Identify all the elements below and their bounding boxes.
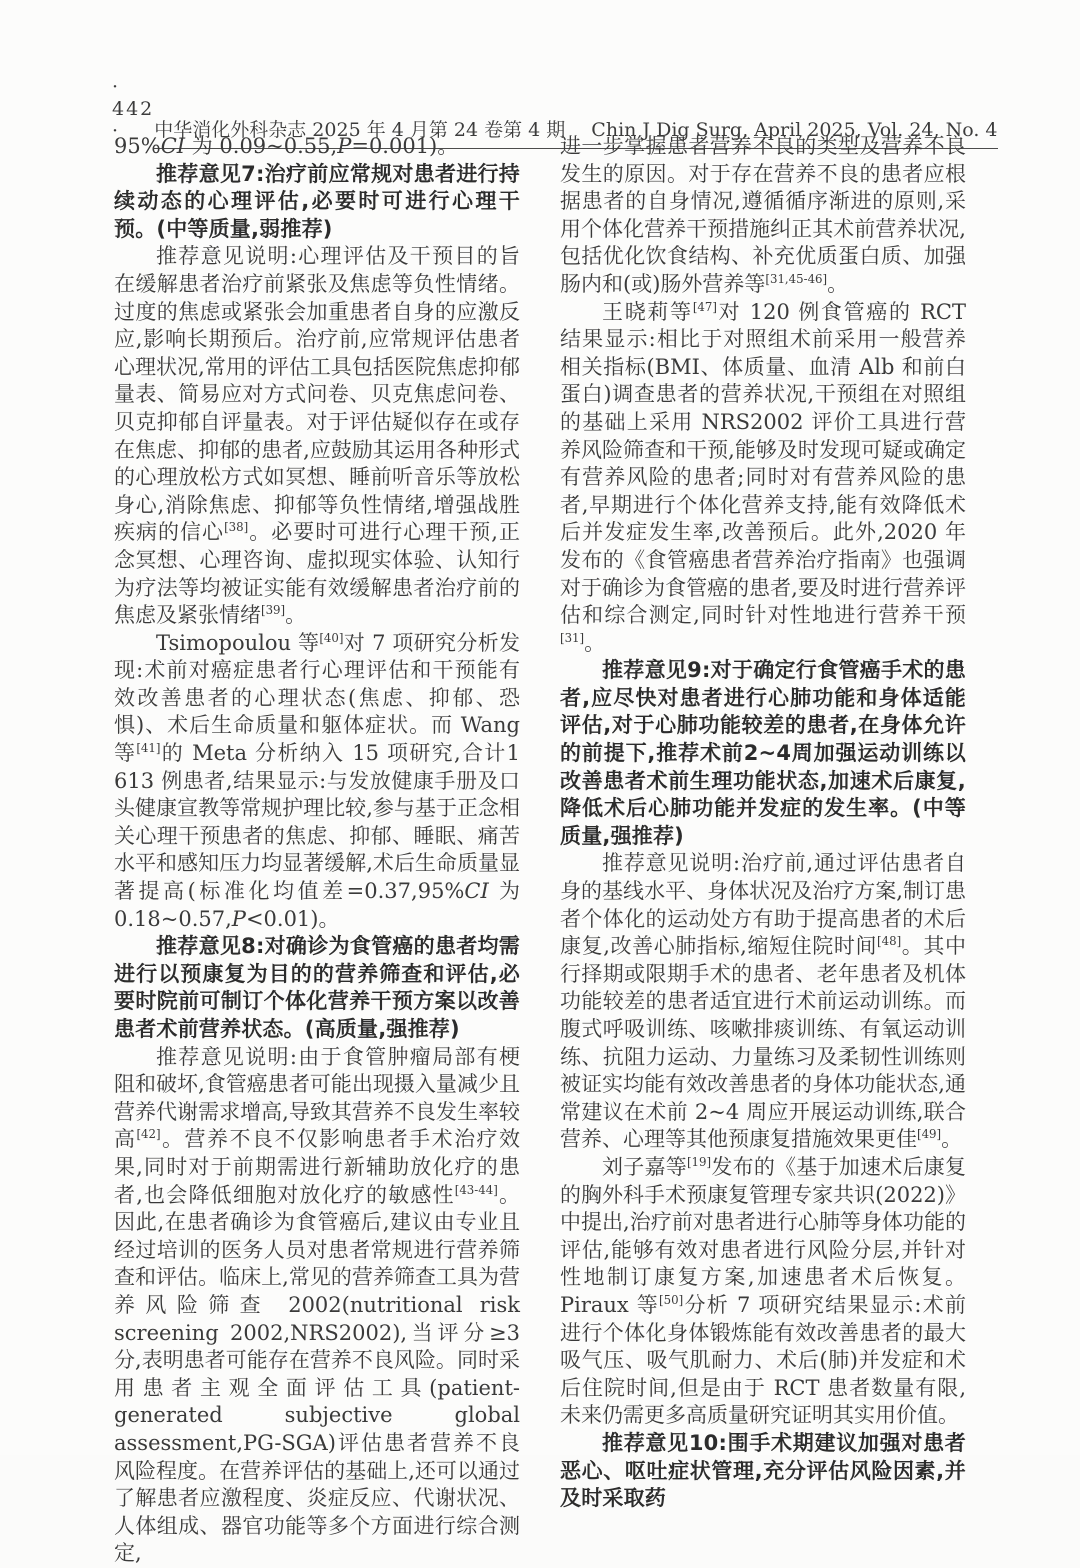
paragraph: Tsimopoulou 等[40]对 7 项研究分析发现:术前对癌症患者行心理评估和干预能有效改善患者的心理状态(焦虑、抑郁、恐惧)、术后生命质量和躯体症状。而 Wang 等[41]的 Meta 分析纳入 15 项研究,合计1 613 例患者,结果显示:与发放健康手册及口头健康宣教等常规护理比较,参与基于正念相关心理干预患者的焦虑、抑郁、睡眠、痛苦水平和感知压力均显著缓解,术后生命质量显著提高(标准化均值差=0.37,95%CI 为 0.18~0.57,P<0.01)。 [114, 630, 520, 931]
italic-statistic-symbol: CI [464, 879, 489, 904]
italic-statistic-symbol: CI [160, 134, 186, 158]
paragraph: 刘子嘉等[19]发布的《基于加速术后康复的胸外科手术预康复管理专家共识(2022)》中提出,治疗前对患者进行心肺等身体功能的评估,能够有效对患者进行风险分层,并针对性地制订康复方案,加速患者术后恢复。Piraux 等[50]分析 7 项研究结果显示:术前进行个体化身体锻炼能有效改善患者的最大吸气压、吸气肌耐力、术后(肺)并发症和术后住院时间,但是由于 RCT 患者数量有限,未来仍需更多高质量研究证明其实用价值。 [560, 1154, 966, 1428]
reference-citation-superscript: [48] [877, 934, 902, 949]
reference-citation-superscript: [40] [319, 630, 344, 645]
recommendation-heading: 推荐意见10:围手术期建议加强对患者恶心、呕吐症状管理,充分评估风险因素,并及时采取药 [560, 1430, 966, 1511]
italic-statistic-symbol: P [231, 906, 246, 931]
reference-citation-superscript: [38] [224, 520, 249, 535]
journal-title-cn: 中华消化外科杂志 2025 年 4 月第 24 卷第 4 期 [154, 119, 566, 141]
paragraph: 推荐意见说明:治疗前,通过评估患者自身的基线水平、身体状况及治疗方案,制订患者个体化的运动处方有助于提高患者的术后康复,改善心肺指标,缩短住院时间[48]。其中行择期或限期手术的患者、老年患者及机体功能较差的患者适宜进行术前运动训练。而腹式呼吸训练、咳嗽排痰训练、有氧运动训练、抗阻力运动、力量练习及柔韧性训练则被证实均能有效改善患者的身体功能状态,通常建议在术前 2~4 周应开展运动训练,联合营养、心理等其他预康复措施效果更佳[49]。 [560, 851, 966, 1152]
journal-title-en: Chin J Dig Surg, April 2025, Vol. 24, No. 4 [591, 119, 998, 141]
reference-citation-superscript: [50] [659, 1292, 684, 1307]
recommendation-heading: 推荐意见8:对确诊为食管癌的患者均需进行以预康复为目的的营养筛查和评估,必要时院前可制订个体化营养干预方案以改善患者术前营养状态。(高质量,强推荐) [114, 934, 520, 1041]
paragraph: 推荐意见说明:心理评估及干预目的旨在缓解患者治疗前紧张及焦虑等负性情绪。过度的焦虑或紧张会加重患者自身的应激反应,影响长期预后。治疗前,应常规评估患者心理状况,常用的评估工具包括医院焦虑抑郁量表、简易应对方式问卷、贝克焦虑问卷、贝克抑郁自评量表。对于评估疑似存在或存在焦虑、抑郁的患者,应鼓励其运用各种形式的心理放松方式如冥想、睡前听音乐等放松身心,消除焦虑、抑郁等负性情绪,增强战胜疾病的信心[38]。必要时可进行心理干预,正念冥想、心理咨询、虚拟现实体验、认知行为疗法等均被证实能有效缓解患者治疗前的焦虑及紧张情绪[39]。 [114, 244, 520, 628]
reference-citation-superscript: [31,45-46] [765, 271, 828, 286]
reference-citation-superscript: [43-44] [454, 1182, 498, 1197]
paragraph-continuation: 95%CI 为 0.09~0.55,P=0.001)。 [114, 134, 459, 158]
reference-citation-superscript: [47] [692, 299, 717, 314]
reference-citation-superscript: [42] [136, 1127, 161, 1142]
right-column [560, 133, 966, 1568]
paragraph: 推荐意见说明:由于食管肿瘤局部有梗阻和破坏,食管癌患者可能出现摄入量减少且营养代谢需求增高,导致其营养不良发生率较高[42]。营养不良不仅影响患者手术治疗效果,同时对于前期需进行新辅助放化疗的患者,也会降低细胞对放化疗的敏感性[43-44]。因此,在患者确诊为食管癌后,建议由专业且经过培训的医务人员对患者常规进行营养筛查和评估。临床上,常见的营养筛查工具为营养风险筛查 2002(nutritional risk screening 2002,NRS2002),当评分≥3分,表明患者可能存在营养不良风险。同时采用患者主观全面评估工具(patient-generated subjective global assessment,PG-SGA)评估患者营养不良风险程度。在营养评估的基础上,还可以通过了解患者应激程度、炎症反应、代谢状况、人体组成、器官功能等多个方面进行综合测定, [114, 1044, 521, 1566]
reference-citation-superscript: [49] [917, 1127, 942, 1142]
article-body [114, 133, 966, 1568]
reference-citation-superscript: [19] [686, 1154, 712, 1169]
paragraph-continuation: 进一步掌握患者营养不良的类型及营养不良发生的原因。对于存在营养不良的患者应根据患者的自身情况,遵循循序渐进的原则,采用个体化营养干预措施纠正其术前营养状况,包括优化饮食结构、补充优质蛋白质、加强肠内和(或)肠外营养等[31,45-46]。 [560, 134, 966, 296]
page-number: · 442 · [112, 76, 155, 142]
recommendation-heading: 推荐意见7:治疗前应常规对患者进行持续动态的心理评估,必要时可进行心理干预。(中等质量,弱推荐) [114, 161, 520, 241]
reference-citation-superscript: [31] [560, 630, 585, 645]
paragraph: 王晓莉等[47]对 120 例食管癌的 RCT 结果显示:相比于对照组术前采用一般营养相关指标(BMI、体质量、血清 Alb 和前白蛋白)调查患者的营养状况,干预组在对照组的基础上采用 NRS2002 评价工具进行营养风险筛查和干预,能够及时发现可疑或确定有营养风险的患者;同时对有营养风险的患者,早期进行个体化营养支持,能有效降低术后并发症发生率,改善预后。此外,2020 年发布的《食管癌患者营养治疗指南》也强调对于确诊为食管癌的患者,要及时进行营养评估和综合测定,同时针对性地进行营养干预[31]。 [560, 299, 967, 655]
italic-statistic-symbol: P [337, 134, 352, 158]
recommendation-heading: 推荐意见9:对于确定行食管癌手术的患者,应尽快对患者进行心肺功能和身体适能评估,对于心肺功能较差的患者,在身体允许的前提下,推荐术前2~4周加强运动训练以改善患者术前生理功能状态,加速术后康复,降低术后心肺功能并发症的发生率。(中等质量,强推荐) [560, 658, 966, 848]
reference-citation-superscript: [39] [261, 603, 286, 618]
reference-citation-superscript: [41] [136, 741, 161, 756]
left-column [114, 133, 520, 1568]
